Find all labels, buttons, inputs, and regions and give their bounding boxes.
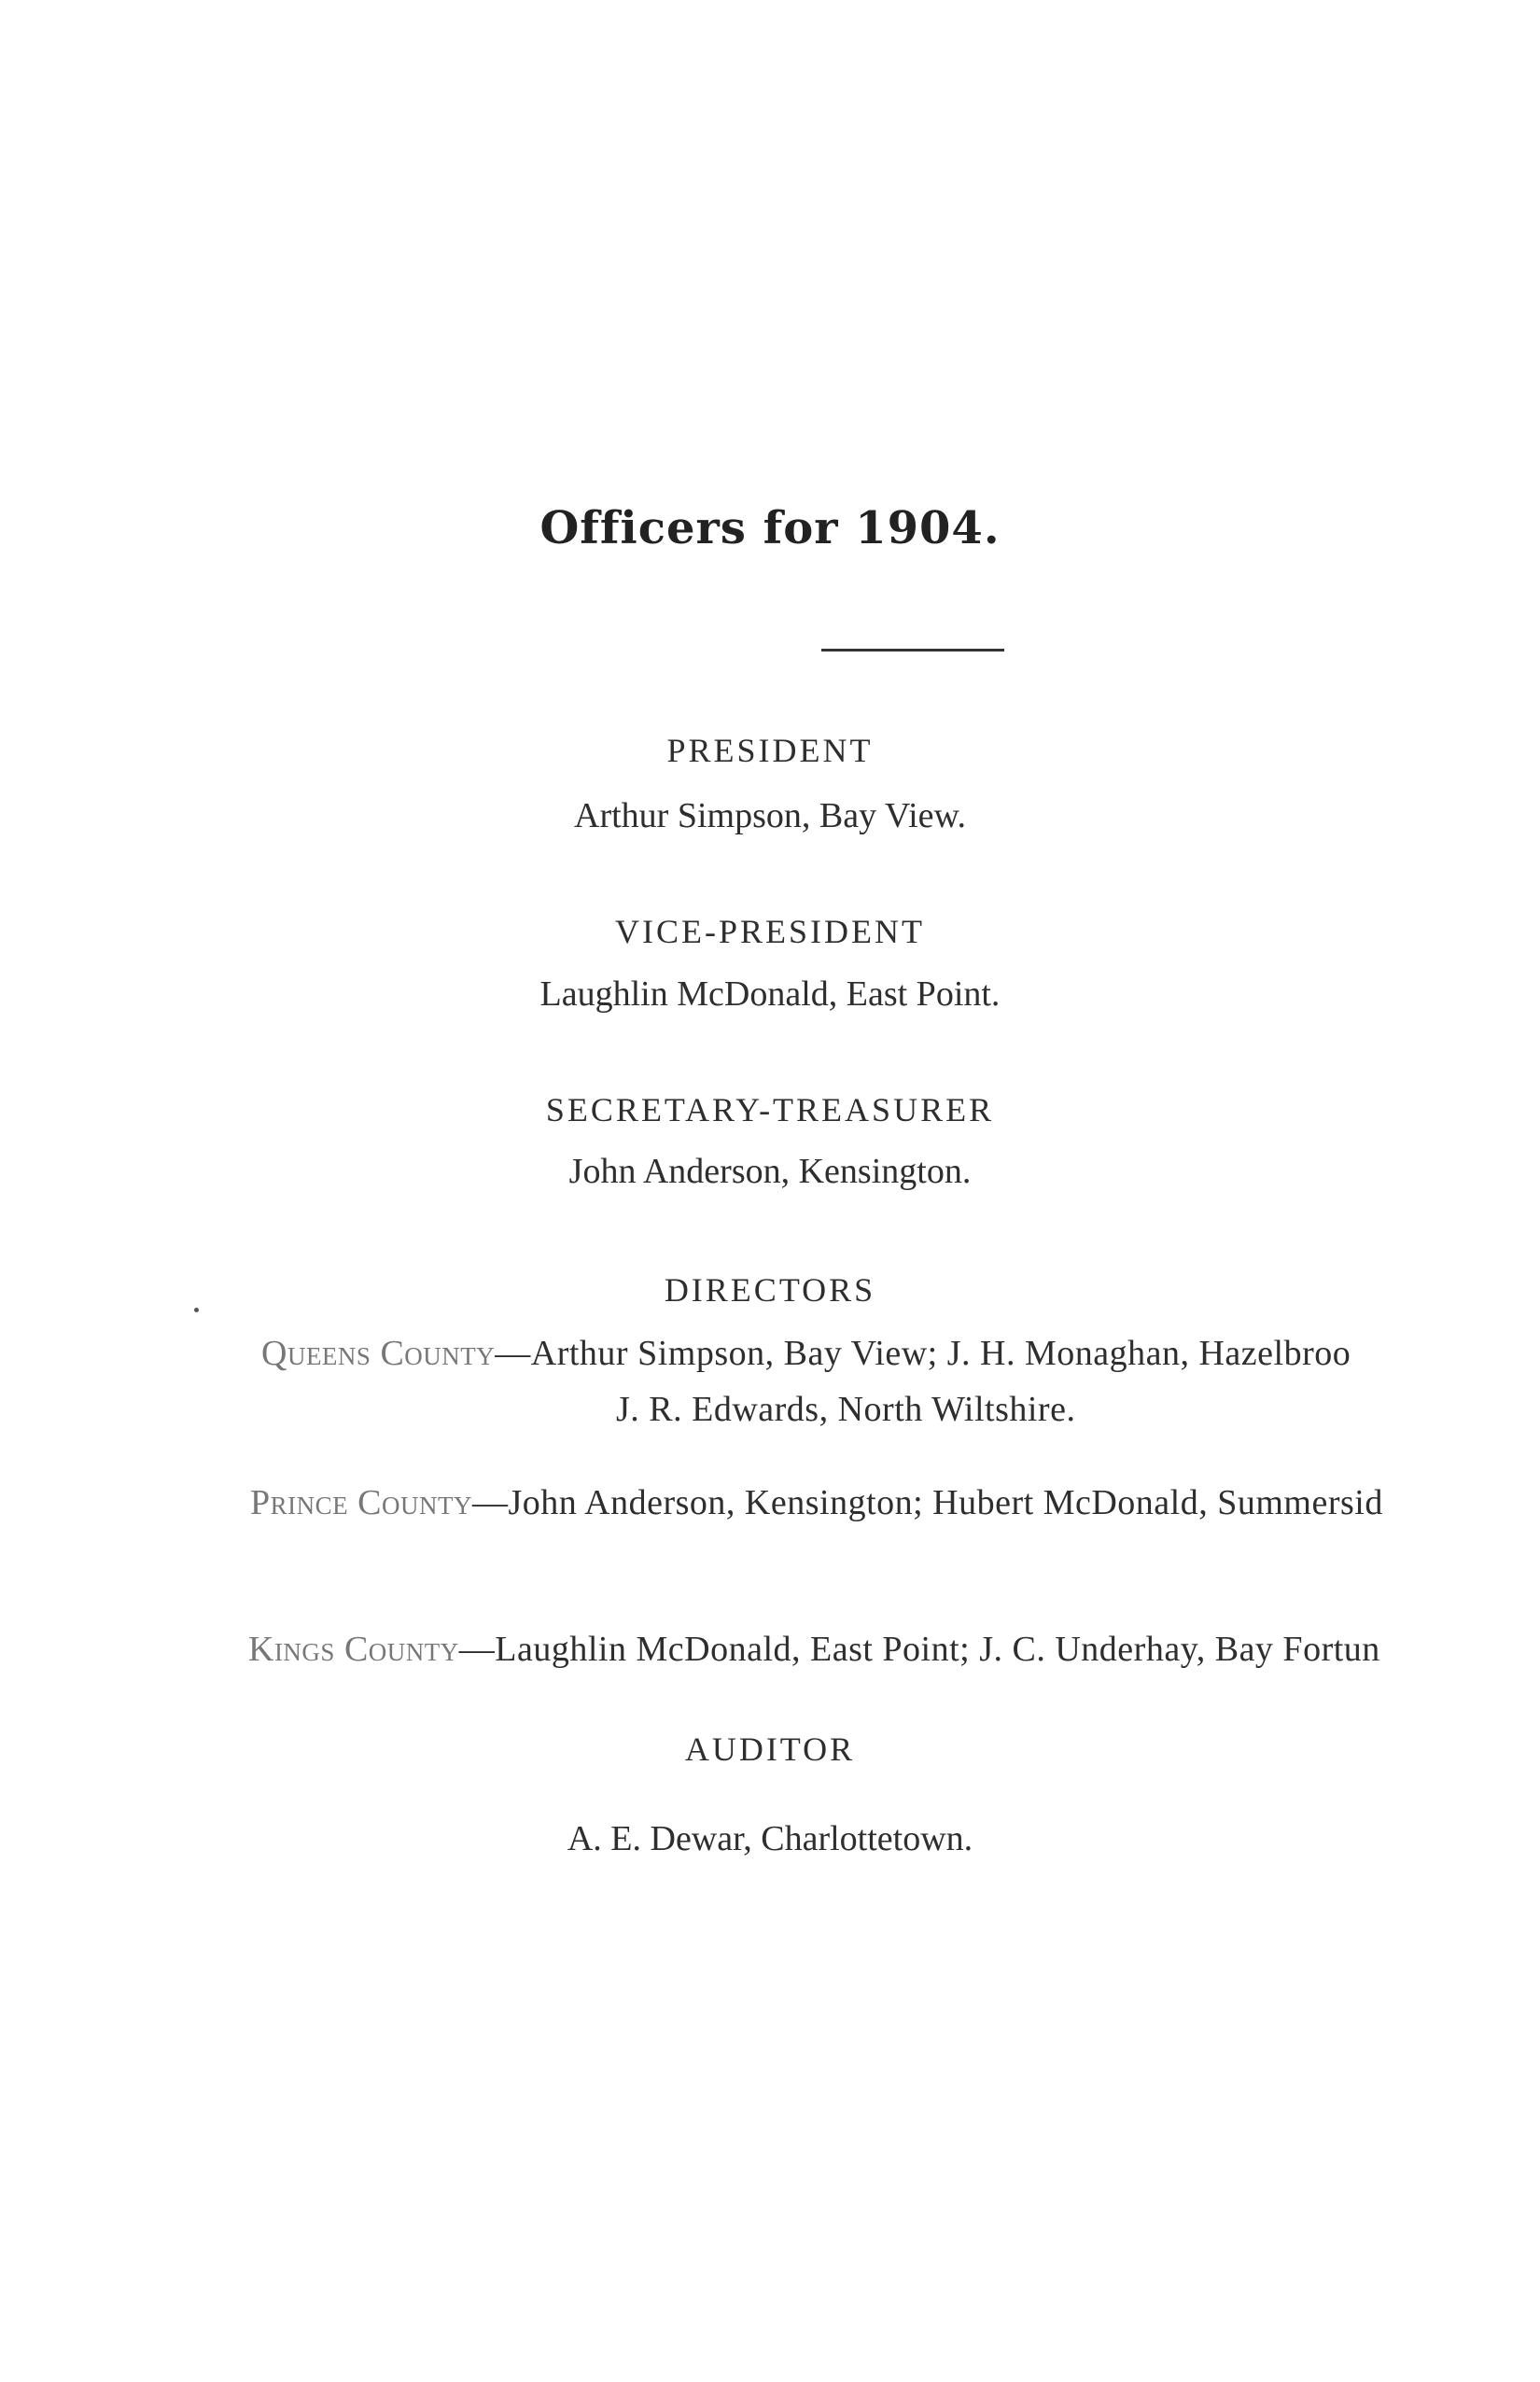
secretary-treasurer-heading: SECRETARY-TREASURER xyxy=(545,1091,995,1128)
prince-county-line xyxy=(250,1482,1383,1523)
kings-county-line xyxy=(248,1629,1380,1670)
page-title: Officers for 1904. xyxy=(539,502,1001,554)
kings-county-label: Kings County xyxy=(248,1630,459,1669)
queens-county-members: —Arthur Simpson, Bay View; J. H. Monaghan, Hazelbroo xyxy=(495,1334,1351,1373)
vice-president-name: Laughlin McDonald, East Point. xyxy=(539,974,1001,1014)
president-name: Arthur Simpson, Bay View. xyxy=(574,796,966,835)
kings-county-members: —Laughlin McDonald, East Point; J. C. Underhay, Bay Fortun xyxy=(458,1630,1380,1669)
vice-president-heading: VICE-PRESIDENT xyxy=(615,913,925,950)
auditor-heading: AUDITOR xyxy=(684,1730,856,1768)
ink-speck xyxy=(194,1308,199,1312)
prince-county-label: Prince County xyxy=(250,1483,472,1522)
queens-county-members-2: J. R. Edwards, North Wiltshire. xyxy=(616,1390,1076,1429)
president-heading: PRESIDENT xyxy=(666,732,874,769)
prince-county-members: —John Anderson, Kensington; Hubert McDonald, Summersid xyxy=(471,1483,1383,1522)
auditor-name: A. E. Dewar, Charlottetown. xyxy=(567,1819,973,1858)
directors-heading: DIRECTORS xyxy=(664,1271,876,1309)
queens-county-line-2 xyxy=(616,1389,1075,1430)
secretary-treasurer-name: John Anderson, Kensington. xyxy=(568,1152,972,1191)
title-rule-divider xyxy=(821,649,1004,652)
queens-county-line xyxy=(261,1333,1351,1374)
queens-county-label: Queens County xyxy=(261,1334,496,1373)
